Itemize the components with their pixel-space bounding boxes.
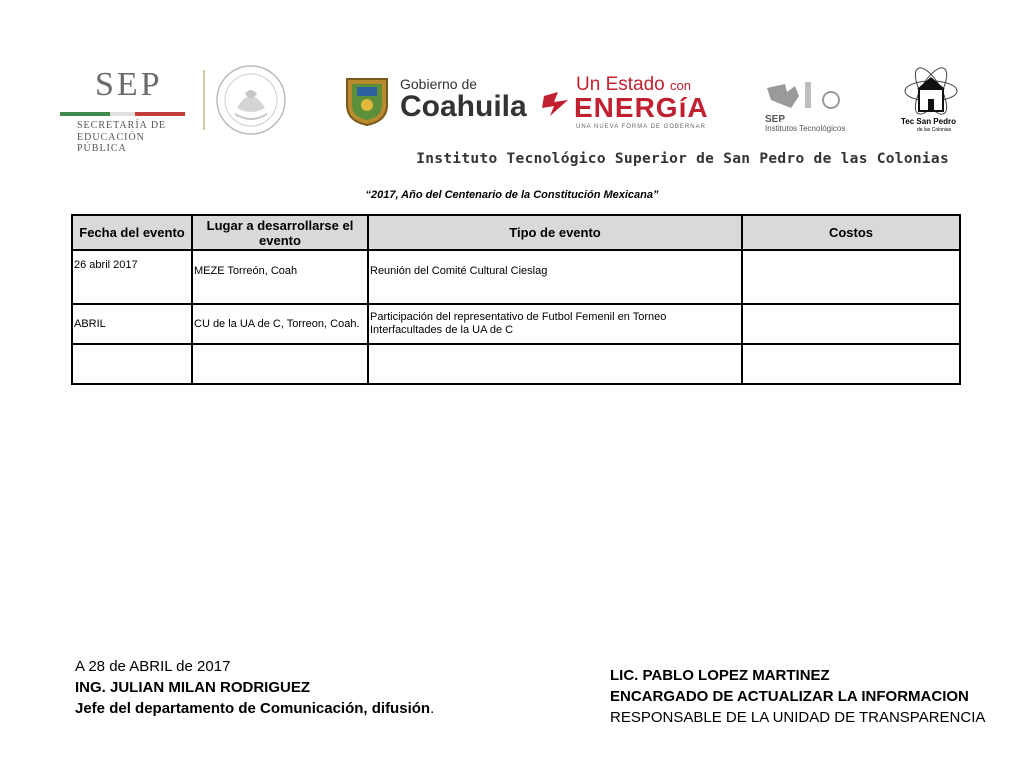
header-costos: Costos [742, 215, 960, 250]
tec-atom-building-icon [903, 65, 959, 117]
mexico-seal-icon [215, 64, 287, 136]
events-table [71, 214, 961, 385]
energia-main-text: ENERGíA [574, 92, 709, 123]
table-row [72, 250, 960, 304]
left-signer-role: Jefe del departamento de Comunicación, difusión [75, 700, 431, 717]
right-signer-name: LIC. PABLO LOPEZ MARTINEZ [610, 667, 830, 684]
report-date: A 28 de ABRIL de 2017 [75, 658, 231, 675]
energia-logo [540, 74, 710, 134]
cell-tipo [368, 344, 742, 384]
energia-tagline: UNA NUEVA FORMA DE GOBERNAR [576, 124, 706, 130]
cell-lugar: CU de la UA de C, Torreon, Coah. [192, 304, 368, 344]
cell-costos [742, 344, 960, 384]
cell-tipo: Reunión del Comité Cultural Cieslag [368, 250, 742, 304]
cell-fecha: ABRIL [72, 304, 192, 344]
logo-divider [203, 70, 205, 130]
sep-it-label: SEP [765, 114, 786, 125]
sep-it-emblem-icon [765, 78, 845, 114]
sep-it-logo [765, 78, 855, 133]
sep-logo-subtitle-2: EDUCACIÓN PÚBLICA [77, 132, 145, 154]
energia-bolt-icon [540, 88, 572, 120]
energia-con-text: con [670, 78, 691, 93]
coahuila-shield-icon [343, 75, 391, 127]
tec-sublabel: de las Colonias [917, 127, 952, 133]
energia-top-text: Un Estado [576, 74, 665, 95]
table-row [72, 344, 960, 384]
cell-fecha: 26 abril 2017 [72, 250, 192, 304]
sep-logo-subtitle-1: SECRETARÍA DE [77, 120, 167, 131]
tec-san-pedro-logo [895, 65, 965, 135]
coahuila-logo-text [400, 76, 527, 122]
institute-name: Instituto Tecnológico Superior de San Pedro de las Colonias [416, 151, 949, 167]
cell-costos [742, 304, 960, 344]
coahuila-logo-big: Coahuila [400, 90, 527, 123]
sep-logo [55, 66, 195, 154]
year-motto: “2017, Año del Centenario de la Constitución Mexicana” [365, 189, 659, 201]
sep-it-sublabel: Institutos Tecnológicos [765, 124, 846, 133]
logo-banner [55, 60, 965, 154]
header-fecha: Fecha del evento [72, 215, 192, 250]
table-row [72, 304, 960, 344]
left-signer-role-line [75, 698, 434, 719]
header-tipo: Tipo de evento [368, 215, 742, 250]
footer-right-signature [610, 665, 985, 728]
cell-fecha [72, 344, 192, 384]
table-header-row [72, 215, 960, 250]
right-signer-role-2: RESPONSABLE DE LA UNIDAD DE TRANSPARENCIA [610, 709, 986, 726]
sep-logo-title: SEP [95, 66, 163, 103]
right-signer-role-1: ENCARGADO DE ACTUALIZAR LA INFORMACION [610, 688, 969, 705]
header-lugar: Lugar a desarrollarse el evento [192, 215, 368, 250]
tec-label: Tec San Pedro [901, 117, 956, 126]
cell-costos [742, 250, 960, 304]
left-signer-name: ING. JULIAN MILAN RODRIGUEZ [75, 679, 310, 696]
cell-tipo: Participación del representativo de Futbol Femenil en Torneo Interfacultades de la UA de C [368, 304, 742, 344]
coahuila-logo-small: Gobierno de [400, 76, 478, 92]
footer-left-signature [75, 656, 434, 719]
cell-lugar: MEZE Torreón, Coah [192, 250, 368, 304]
sep-logo-stripe [60, 112, 185, 116]
cell-lugar [192, 344, 368, 384]
left-signer-role-period: . [430, 700, 435, 717]
